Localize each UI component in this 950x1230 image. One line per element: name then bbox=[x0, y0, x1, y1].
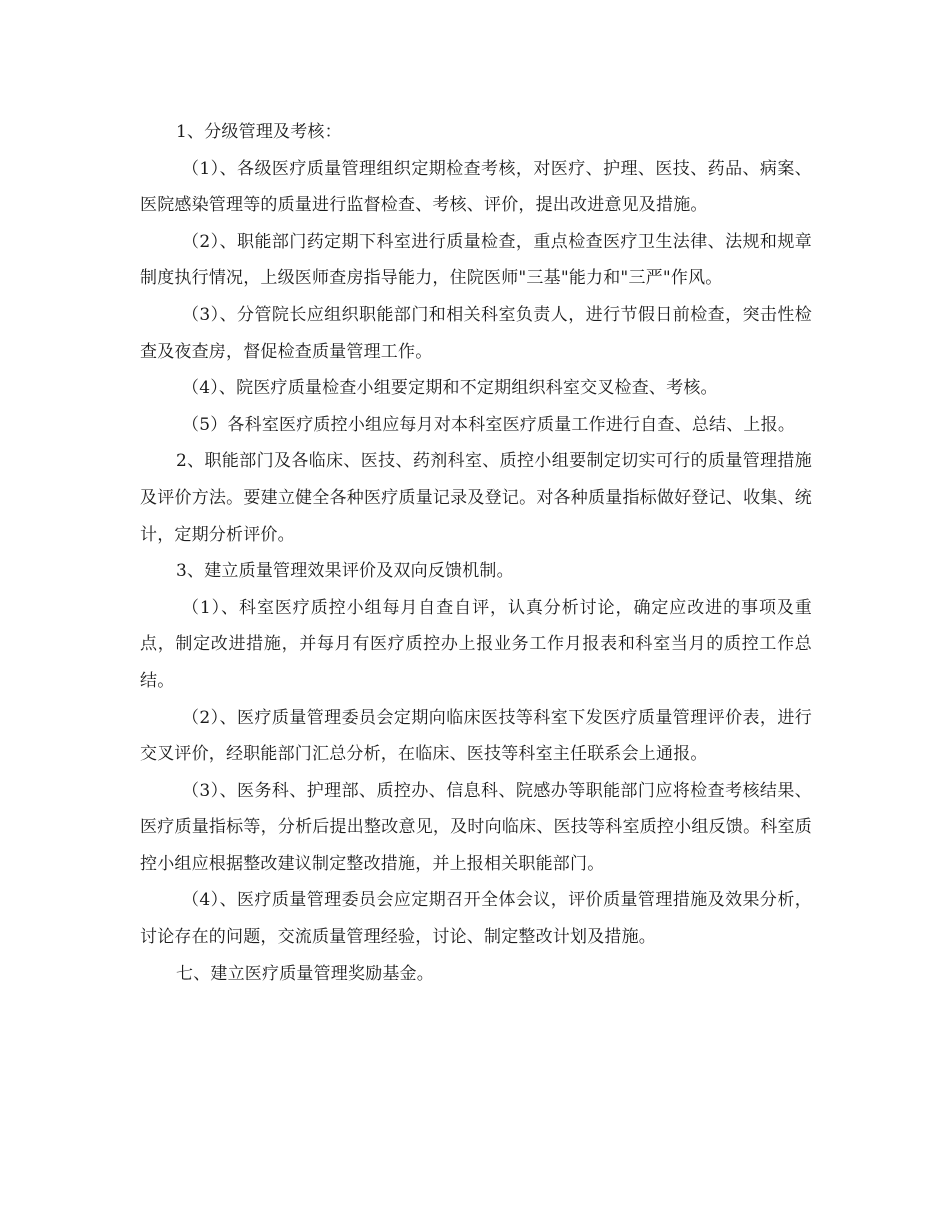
section-heading-1: 1、分级管理及考核： bbox=[176, 122, 342, 142]
section-heading-7: 七、建立医疗质量管理奖励基金。 bbox=[176, 963, 434, 984]
paragraph-1-5: （5）各科室医疗质控小组应每月对本科室医疗质量工作进行自查、总结、上报。 bbox=[182, 414, 796, 435]
paragraph-1-3: （3）、分管院长应组织职能部门和相关科室负责人，进行节假日前检查，突击性检查及夜查房，督促检查质量管理工作。 bbox=[140, 304, 812, 362]
paragraph-3-4: （4）、医疗质量管理委员会应定期召开全体会议，评价质量管理措施及效果分析，讨论存在的问题，交流质量管理经验，讨论、制定整改计划及措施。 bbox=[140, 890, 812, 948]
document-body bbox=[140, 114, 812, 992]
paragraph-1-4: （4）、院医疗质量检查小组要定期和不定期组织科室交叉检查、考核。 bbox=[182, 378, 718, 399]
paragraph-3-3: （3）、医务科、护理部、质控办、信息科、院感办等职能部门应将检查考核结果、医疗质量指标等，分析后提出整改意见，及时向临床、医技等科室质控小组反馈。科室质控小组应根据整改建议制定整改措施，并上报相关职能部门。 bbox=[140, 780, 812, 874]
paragraph-3-2: （2）、医疗质量管理委员会定期向临床医技等科室下发医疗质量管理评价表，进行交叉评价，经职能部门汇总分析，在临床、医技等科室主任联系会上通报。 bbox=[140, 707, 812, 765]
section-paragraph-2: 2、职能部门及各临床、医技、药剂科室、质控小组要制定切实可行的质量管理措施及评价方法。要建立健全各种医疗质量记录及登记。对各种质量指标做好登记、收集、统计，定期分析评价。 bbox=[140, 451, 812, 545]
paragraph-1-1: （1）、各级医疗质量管理组织定期检查考核，对医疗、护理、医技、药品、病案、医院感染管理等的质量进行监督检查、考核、评价，提出改进意见及措施。 bbox=[140, 158, 812, 216]
section-heading-3: 3、建立质量管理效果评价及双向反馈机制。 bbox=[176, 561, 514, 582]
paragraph-3-1: （1）、科室医疗质控小组每月自查自评，认真分析讨论，确定应改进的事项及重点，制定改进措施，并每月有医疗质控办上报业务工作月报表和科室当月的质控工作总结。 bbox=[140, 597, 812, 691]
paragraph-1-2: （2）、职能部门药定期下科室进行质量检查，重点检查医疗卫生法律、法规和规章制度执行情况，上级医师查房指导能力，住院医师"三基"能力和"三严"作风。 bbox=[140, 231, 812, 289]
